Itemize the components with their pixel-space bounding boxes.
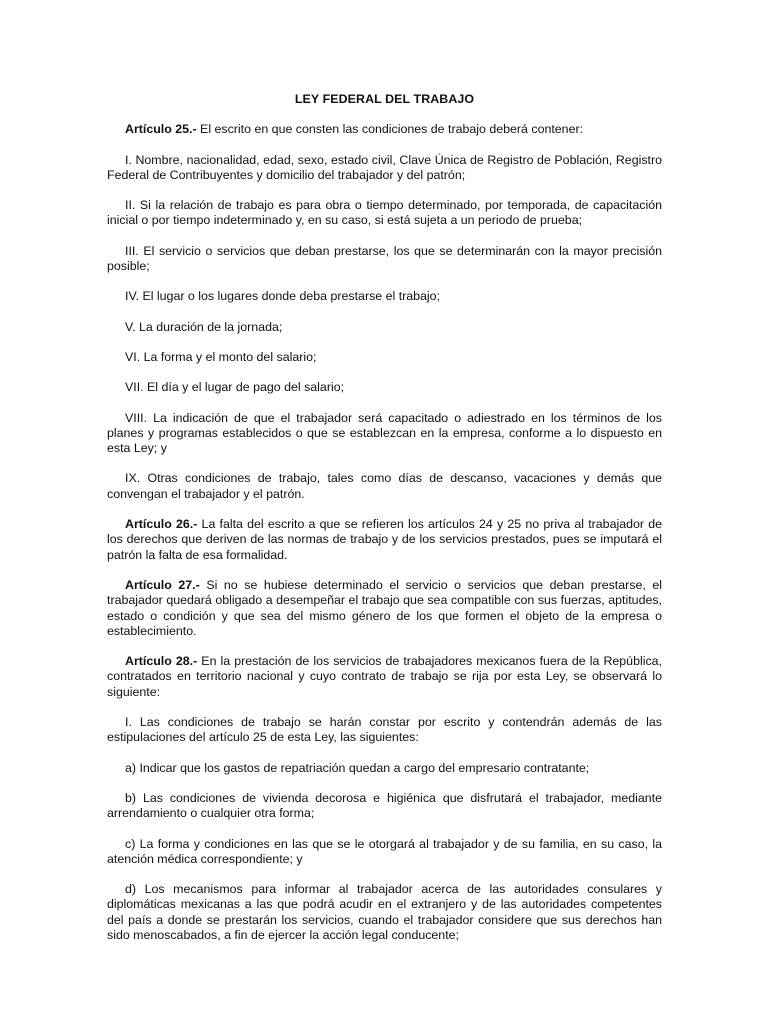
paragraph-text: c) La forma y condiciones en las que se le otorgará al trabajador y de su familia, en su caso, la atención médica correspondiente; y: [107, 836, 662, 866]
paragraph-fraccion-vii: [107, 380, 662, 395]
paragraph-fraccion-i: [107, 153, 662, 184]
paragraph-text: d) Los mecanismos para informar al trabajador acerca de las autoridades consulares y diplomáticas mexicanas a las que podrá acudir en el extranjero y de las autoridades competentes del país a donde se prestarán los servicios, cuando el trabajador considere que sus derechos han sido menoscabados, a fin de ejercer la acción legal conducente;: [107, 882, 662, 942]
paragraph-fraccion-viii: [107, 411, 662, 457]
paragraph-fraccion-i-28: [107, 715, 662, 746]
paragraph-inciso-a: [107, 761, 662, 776]
paragraph-text: a) Indicar que los gastos de repatriación quedan a cargo del empresario contratante;: [125, 760, 590, 775]
paragraph-text: El escrito en que consten las condiciones de trabajo deberá contener:: [196, 122, 584, 137]
paragraph-text: Si no se hubiese determinado el servicio o servicios que deban prestarse, el trabajador quedará obligado a desempeñar el trabajo que sea compatible con sus fuerzas, aptitudes, estado o condición y que sea del mismo género de los que formen el objeto de la empresa o establecimiento.: [107, 577, 662, 638]
paragraph-text: En la prestación de los servicios de trabajadores mexicanos fuera de la República, contratados en territorio nacional y cuyo contrato de trabajo se rija por esta Ley, se observará lo siguiente:: [107, 654, 662, 699]
paragraph-fraccion-v: [107, 320, 662, 335]
article-label: Artículo 26.-: [125, 517, 198, 532]
paragraph-text: VIII. La indicación de que el trabajador será capacitado o adiestrado en los términos de los planes y programas establecidos o que se establezcan en la empresa, conforme a lo dispuesto en esta Ley; y: [107, 410, 662, 456]
paragraph-text: b) Las condiciones de vivienda decorosa e higiénica que disfrutará el trabajador, mediante arrendamiento o cualquier otra forma;: [107, 790, 662, 821]
paragraph-inciso-b: [107, 791, 662, 822]
article-label: Artículo 25.-: [125, 122, 197, 137]
article-label: Artículo 27.-: [125, 577, 200, 592]
paragraph-text: II. Si la relación de trabajo es para obra o tiempo determinado, por temporada, de capacitación inicial o por tiempo indeterminado y, en su caso, si está sujeta a un periodo de prueba;: [107, 198, 662, 228]
paragraph-fraccion-ii: [107, 198, 662, 229]
document-title: LEY FEDERAL DEL TRABAJO: [294, 92, 475, 106]
paragraph-text: IX. Otras condiciones de trabajo, tales como días de descanso, vacaciones y demás que convengan el trabajador y el patrón.: [107, 471, 662, 501]
paragraph-text: V. La duración de la jornada;: [125, 319, 283, 334]
paragraph-articulo-28: [107, 654, 662, 700]
document-body: [107, 92, 662, 958]
paragraph-inciso-d: [107, 882, 662, 943]
paragraph-inciso-c: [107, 837, 662, 868]
paragraph-fraccion-vi: [107, 350, 662, 365]
paragraph-fraccion-iv: [107, 289, 662, 304]
paragraph-text: VII. El día y el lugar de pago del salario;: [125, 380, 345, 395]
paragraph-articulo-25: [107, 122, 662, 137]
paragraph-text: IV. El lugar o los lugares donde deba prestarse el trabajo;: [125, 289, 441, 304]
paragraph-fraccion-iii: [107, 244, 662, 275]
paragraph-articulo-27: [107, 578, 662, 639]
article-label: Artículo 28.-: [125, 654, 198, 669]
paragraph-text: VI. La forma y el monto del salario;: [125, 349, 317, 364]
paragraph-fraccion-ix: [107, 471, 662, 502]
paragraph-text: La falta del escrito a que se refieren los artículos 24 y 25 no priva al trabajador de los derechos que deriven de las normas de trabajo y de los servicios prestados, pues se imputará el patrón la falta de esa formalidad.: [107, 517, 662, 562]
paragraph-text: I. Las condiciones de trabajo se harán constar por escrito y contendrán además de las estipulaciones del artículo 25 de esta Ley, las siguientes:: [107, 715, 662, 745]
paragraph-articulo-26: [107, 517, 662, 563]
paragraph-text: I. Nombre, nacionalidad, edad, sexo, estado civil, Clave Única de Registro de Población, Registro Federal de Contribuyentes y domicilio del trabajador y del patrón;: [107, 152, 662, 182]
paragraph-text: III. El servicio o servicios que deban prestarse, los que se determinarán con la mayor precisión posible;: [107, 243, 662, 274]
